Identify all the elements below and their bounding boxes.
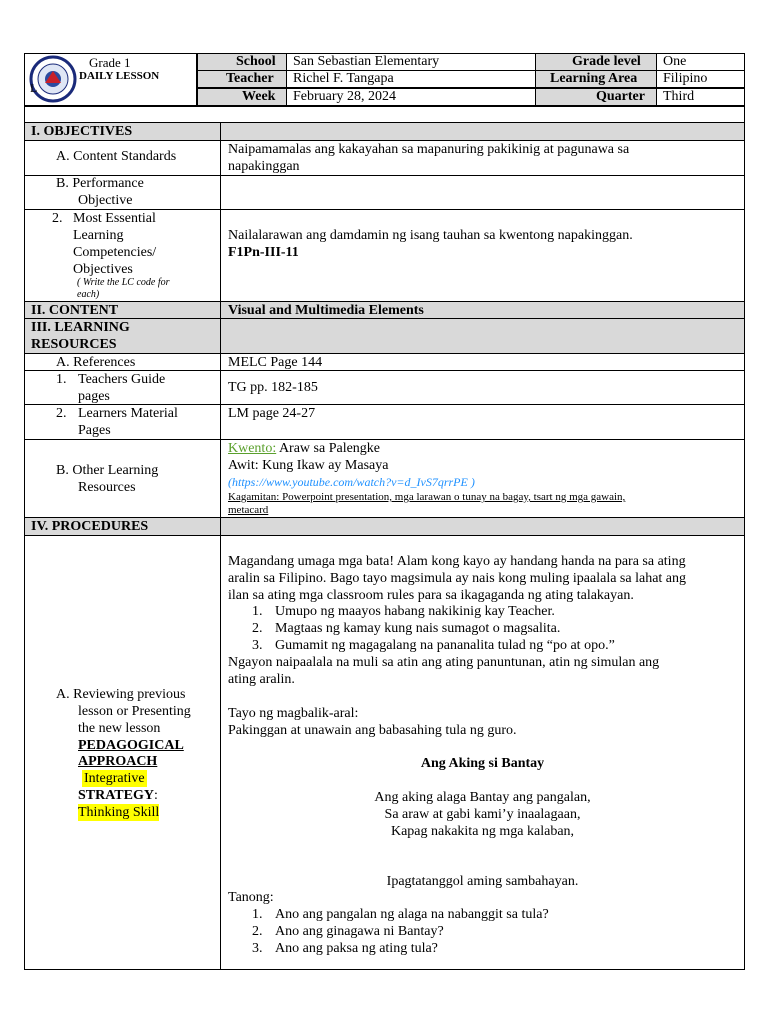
rule-text-3: Gumamit ng magagalang na pananalita tulad ng “po at opo.” xyxy=(275,638,615,653)
grade-level-label: Grade level xyxy=(572,54,641,69)
melc-l3: Competencies/ xyxy=(73,245,157,260)
learning-area-value: Filipino xyxy=(663,71,708,86)
tg-value: TG pp. 182-185 xyxy=(228,380,318,395)
tg-label-2: pages xyxy=(78,389,110,404)
melc-value: Nailalarawan ang damdamin ng isang tauhan sa kwentong napakinggan. xyxy=(228,228,633,243)
question-num-2: 2. xyxy=(252,924,263,939)
listen-instruction: Pakinggan at unawain ang babasahing tula ng guro. xyxy=(228,723,517,738)
week-label: Week xyxy=(242,89,276,104)
strategy-label: STRATEGY xyxy=(78,788,154,803)
log-letter: L xyxy=(30,81,38,95)
question-text-2: Ano ang ginagawa ni Bantay? xyxy=(275,924,444,939)
reminder-line-1: Ngayon naipaalala na muli sa atin ang ating panuntunan, atin ng simulan ang xyxy=(228,655,660,670)
rule-num-2: 2. xyxy=(252,621,263,636)
content-standards-label: A. Content Standards xyxy=(56,149,177,164)
other-label-2: Resources xyxy=(78,480,136,495)
week-value: February 28, 2024 xyxy=(293,89,397,104)
teacher-value: Richel F. Tangapa xyxy=(293,71,394,86)
questions-heading: Tanong: xyxy=(228,890,274,905)
question-num-1: 1. xyxy=(252,907,263,922)
resources-heading-1: III. LEARNING xyxy=(31,320,130,335)
intro-line-2: aralin sa Filipino. Bago tayo magsimula ay nais kong muling ipaalala sa lahat ang xyxy=(228,571,687,586)
resources-heading-2: RESOURCES xyxy=(31,337,117,352)
teacher-label: Teacher xyxy=(226,71,274,86)
doc-type: DAILY LESSON xyxy=(79,70,160,82)
thinking-skill-badge: Thinking Skill xyxy=(78,805,160,820)
review-label-2: lesson or Presenting xyxy=(78,704,191,719)
integrative-badge: Integrative xyxy=(84,771,145,786)
rule-num-3: 3. xyxy=(252,638,263,653)
kagamitan-line-1: Kagamitan: Powerpoint presentation, mga larawan o tunay na bagay, tsart ng mga gawain, xyxy=(228,491,626,503)
objectives-heading: I. OBJECTIVES xyxy=(31,124,133,139)
quarter-value: Third xyxy=(663,89,695,104)
lm-label-1: Learners Material xyxy=(78,406,178,421)
poem-line-1: Ang aking alaga Bantay ang pangalan, xyxy=(374,790,591,805)
melc-l4: Objectives xyxy=(73,262,133,277)
rule-text-1: Umupo ng maayos habang nakikinig kay Teacher. xyxy=(275,604,555,619)
lm-num: 2. xyxy=(56,406,67,421)
content-value: Visual and Multimedia Elements xyxy=(228,303,424,318)
performance-label-1: B. Performance xyxy=(56,176,144,191)
references-value: MELC Page 144 xyxy=(228,355,323,370)
procedures-heading: IV. PROCEDURES xyxy=(31,519,149,534)
content-standards-line2: napakinggan xyxy=(228,159,300,174)
poem-line-4: Ipagtatanggol aming sambahayan. xyxy=(386,874,579,889)
awit-line: Awit: Kung Ikaw ay Masaya xyxy=(228,458,389,473)
intro-line-1: Magandang umaga mga bata! Alam kong kayo ay handang handa na para sa ating xyxy=(228,554,686,569)
kwento-value: Araw sa Palengke xyxy=(276,441,381,456)
pedagogical-approach-2: APPROACH xyxy=(78,754,158,769)
melc-note-1: ( Write the LC code for xyxy=(77,277,170,288)
question-num-3: 3. xyxy=(252,941,263,956)
tg-label-1: Teachers Guide xyxy=(78,372,166,387)
review-label-1: A. Reviewing previous xyxy=(56,687,186,702)
learning-area-label: Learning Area xyxy=(550,71,638,86)
rule-text-2: Magtaas ng kamay kung nais sumagot o magsalita. xyxy=(275,621,561,636)
references-label: A. References xyxy=(56,355,136,370)
poem-line-2: Sa araw at gabi kami’y inaalagaan, xyxy=(384,807,581,822)
strategy-line xyxy=(78,787,158,804)
school-label: School xyxy=(236,54,276,69)
review-prompt: Tayo ng magbalik-aral: xyxy=(228,706,359,721)
melc-note-2: each) xyxy=(77,289,100,300)
performance-label-2: Objective xyxy=(78,193,133,208)
poem-line-3: Kapag nakakita ng mga kalaban, xyxy=(390,824,575,839)
content-standards-line1: Naipamamalas ang kakayahan sa mapanuring pakikinig at pagunawa sa xyxy=(228,142,630,157)
melc-l2: Learning xyxy=(73,228,124,243)
intro-line-3: ilan sa ating mga classroom rules para sa ikagaganda ng ating talakayan. xyxy=(228,588,634,603)
poem-title: Ang Aking si Bantay xyxy=(420,756,545,771)
lm-label-2: Pages xyxy=(78,423,111,438)
content-heading: II. CONTENT xyxy=(31,303,119,318)
other-label-1: B. Other Learning xyxy=(56,463,159,478)
grade-label: Grade 1 xyxy=(89,55,131,70)
school-value: San Sebastian Elementary xyxy=(293,54,440,69)
melc-l1: Most Essential xyxy=(73,211,156,226)
strategy-colon: : xyxy=(153,788,158,803)
quarter-label: Quarter xyxy=(596,89,645,104)
lm-value: LM page 24-27 xyxy=(228,406,316,421)
pedagogical-approach-1: PEDAGOGICAL xyxy=(78,738,184,753)
rule-num-1: 1. xyxy=(252,604,263,619)
review-label-3: the new lesson xyxy=(78,721,161,736)
reminder-line-2: ating aralin. xyxy=(228,672,295,687)
grade-level-value: One xyxy=(663,54,687,69)
question-text-3: Ano ang paksa ng ating tula? xyxy=(275,941,438,956)
tg-num: 1. xyxy=(56,372,67,387)
video-link[interactable]: https://www.youtube.com/watch?v=d_IvS7qrrPE ) xyxy=(232,475,475,489)
melc-code: F1Pn-III-11 xyxy=(228,245,299,260)
video-link-line[interactable] xyxy=(228,474,475,491)
kwento-label: Kwento: xyxy=(228,441,277,456)
link-open-paren: ( xyxy=(228,475,232,489)
question-text-1: Ano ang pangalan ng alaga na nabanggit sa tula? xyxy=(275,907,549,922)
melc-num: 2. xyxy=(52,211,63,226)
kagamitan-line-2: metacard xyxy=(228,504,269,516)
kwento-line xyxy=(228,440,380,457)
